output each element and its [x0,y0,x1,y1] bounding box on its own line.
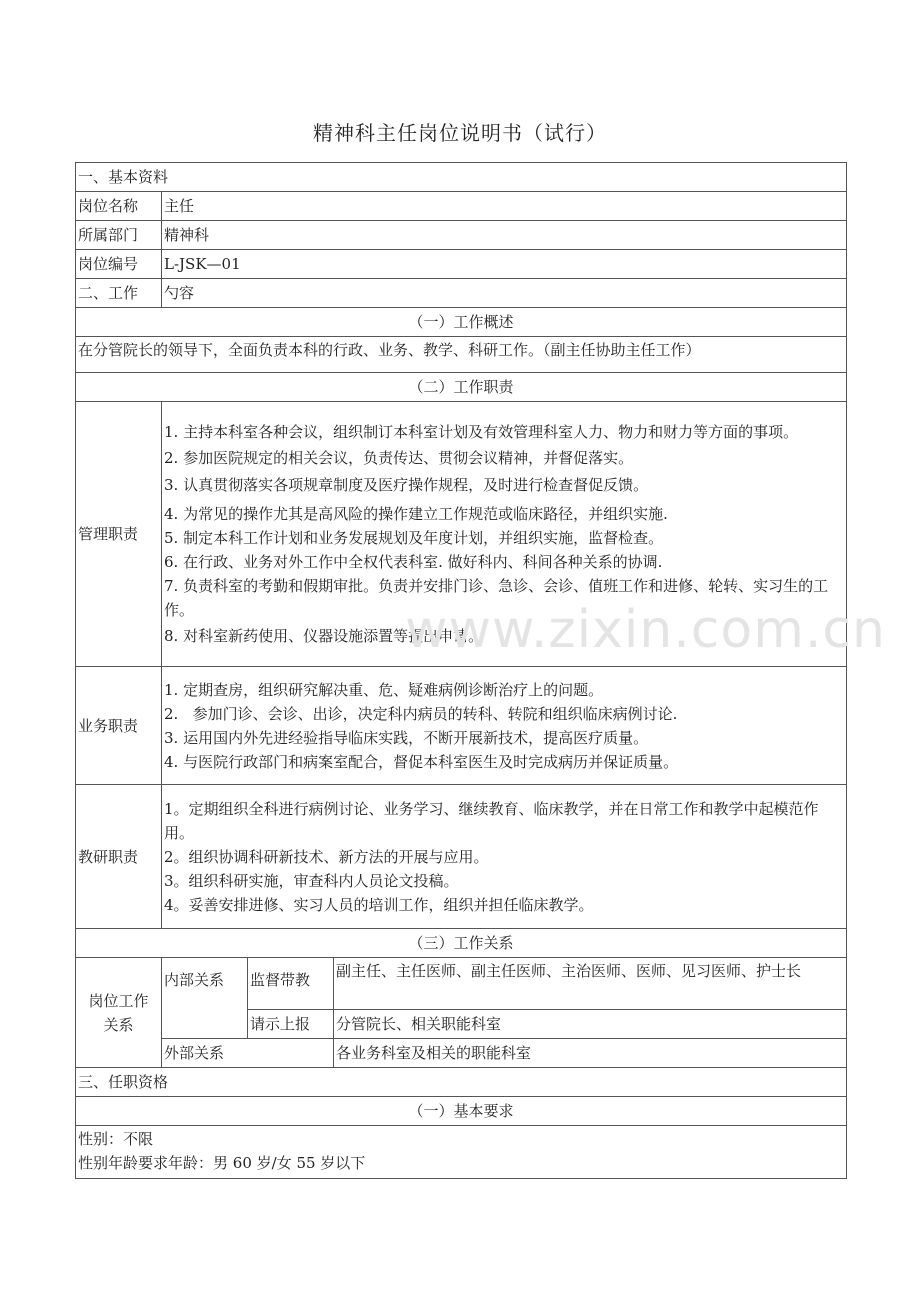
duties-title: （二）工作职责 [76,373,847,402]
job-description-table [75,162,847,1179]
management-label: 管理职责 [76,402,162,667]
basic-requirements-title: （一）基本要求 [76,1097,847,1126]
basic-requirements-title-row [76,1097,847,1126]
report-label: 请示上报 [248,1010,334,1039]
basic-row [76,221,847,250]
duty-item: 6. 在行政、业务对外工作中全权代表科室. 做好科内、科间各种关系的协调. [164,553,663,571]
external-relations-label: 外部关系 [162,1039,334,1068]
section-qualification: 三、任职资格 [76,1068,847,1097]
duty-item: 8. 对科室新药使用、仪器设施添置等提出申请。 [164,627,484,645]
supervise-value: 副主任、主任医师、副主任医师、主治医师、医师、见习医师、护士长 [334,958,847,1010]
requirement-line: 性别年龄要求年龄：男 60 岁/女 55 岁以下 [78,1154,366,1172]
duty-item: 4。妥善安排进修、实习人员的培训工作，组织并担任临床教学。 [164,895,594,914]
research-duties [162,785,847,929]
duty-item: 7. 负责科室的考勤和假期审批。负责并安排门诊、急诊、会诊、值班工作和进修、轮转、实习生的工作。 [164,577,829,619]
business-duties [162,667,847,785]
section-basic: 一、基本资料 [76,163,847,192]
basic-value: 精神科 [162,221,847,250]
relations-label: 岗位工作关系 [76,958,162,1068]
duty-item: 2. 参加医院规定的相关会议，负责传达、贯彻会议精神，并督促落实。 [164,449,634,467]
duty-item: 3。组织科研实施，审查科内人员论文投稿。 [164,871,459,890]
overview-title-row [76,308,847,337]
internal-relations-label: 内部关系 [162,958,248,1039]
relations-title-row [76,929,847,958]
overview-title: （一）工作概述 [76,308,847,337]
basic-value: L-JSK—01 [162,250,847,279]
duty-item: 1. 主持本科室各种会议，组织制订本科室计划及有效管理科室人力、物力和财力等方面的事项。 [164,423,799,441]
basic-label: 岗位编号 [76,250,162,279]
section-basic-row [76,163,847,192]
duty-item: 4. 与医院行政部门和病案室配合，督促本科室医生及时完成病历并保证质量。 [164,752,679,771]
duty-item: 1. 定期查房，组织研究解决重、危、疑难病例诊断治疗上的问题。 [164,680,604,699]
duty-item: 1。定期组织全科进行病例讨论、业务学习、继续教育、临床教学，并在日常工作和教学中起模范作用。 [164,799,819,842]
requirement-line: 性别：不限 [78,1130,154,1148]
basic-value: 主任 [162,192,847,221]
section-work-a: 二、工作 [76,279,162,308]
basic-label: 岗位名称 [76,192,162,221]
watermark: www.zixin.com.cn [405,600,886,660]
document-title: 精神科主任岗位说明书（试行） [313,121,607,145]
duty-item: 4. 为常见的操作尤其是高风险的操作建立工作规范或临床路径，并组织实施. [164,505,668,523]
duty-item: 3. 认真贯彻落实各项规章制度及医疗操作规程，及时进行检查督促反馈。 [164,476,649,494]
external-relations-value: 各业务科室及相关的职能科室 [334,1039,847,1068]
business-duties-row [76,667,847,785]
requirements-cell [76,1126,847,1179]
section-work-b: 勺容 [162,279,847,308]
duty-item: 2. 参加门诊、会诊、出诊，决定科内病员的转科、转院和组织临床病例讨论. [164,704,678,723]
duty-item: 2。组织协调科研新技术、新方法的开展与应用。 [164,847,489,866]
research-label: 教研职责 [76,785,162,929]
duty-item: 5. 制定本科工作计划和业务发展规划及年度计划，并组织实施，监督检查。 [164,529,664,547]
research-duties-row [76,785,847,929]
basic-row [76,192,847,221]
requirements-row [76,1126,847,1179]
duty-item: 3. 运用国内外先进经验指导临床实践，不断开展新技术，提高医疗质量。 [164,728,649,747]
overview-text: 在分管院长的领导下，全面负责本科的行政、业务、教学、科研工作。（副主任协助主任工作） [76,337,847,373]
section-work-row [76,279,847,308]
relations-supervise-row [76,958,847,1010]
basic-label: 所属部门 [76,221,162,250]
relations-title: （三）工作关系 [76,929,847,958]
management-duties [162,402,847,667]
business-label: 业务职责 [76,667,162,785]
basic-row [76,250,847,279]
overview-text-row [76,337,847,373]
supervise-label: 监督带教 [248,958,334,1010]
relations-external-row [76,1039,847,1068]
report-value: 分管院长、相关职能科室 [334,1010,847,1039]
duties-title-row [76,373,847,402]
section-qualification-row [76,1068,847,1097]
management-duties-row [76,402,847,667]
